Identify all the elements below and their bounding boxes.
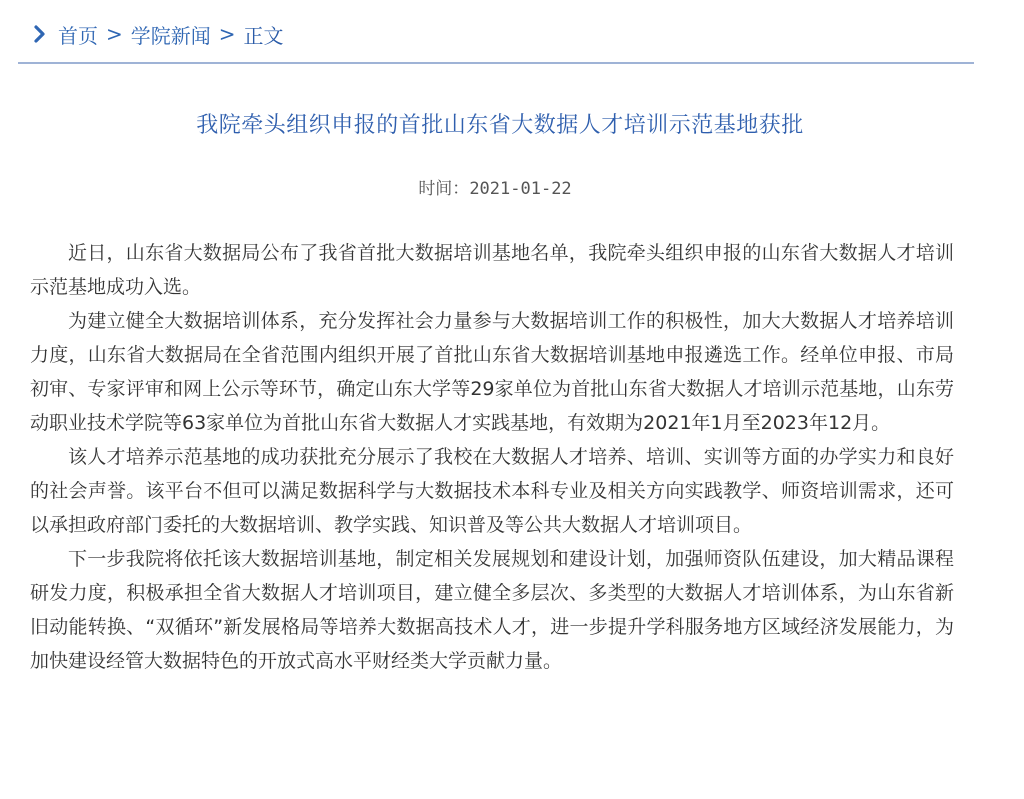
date-value: 2021-01-22 — [469, 179, 572, 199]
breadcrumb — [34, 20, 284, 48]
article-paragraph: 该人才培养示范基地的成功获批充分展示了我校在大数据人才培养、培训、实训等方面的办学实力和良好的社会声誉。该平台不但可以满足数据科学与大数据技术本科专业及相关方向实践教学、师资培训需求，还可以承担政府部门委托的大数据培训、教学实践、知识普及等公共大数据人才培训项目。 — [30, 446, 954, 536]
breadcrumb-separator: > — [218, 22, 236, 46]
breadcrumb-home-link[interactable]: 首页 — [58, 23, 98, 48]
article-title: 我院牵头组织申报的首批山东省大数据人才培训示范基地获批 — [196, 113, 804, 138]
article-body — [30, 236, 954, 678]
header-divider — [18, 62, 974, 64]
date-label: 时间： — [418, 179, 470, 199]
article-date — [0, 174, 990, 199]
chevron-right-icon — [34, 25, 46, 43]
article-paragraph: 为建立健全大数据培训体系，充分发挥社会力量参与大数据培训工作的积极性，加大大数据人才培养培训力度，山东省大数据局在全省范围内组织开展了首批山东省大数据培训基地申报遴选工作。经单位申报、市局初审、专家评审和网上公示等环节，确定山东大学等29家单位为首批山东省大数据人才培训示范基地，山东劳动职业技术学院等63家单位为首批山东省大数据人才实践基地，有效期为2021年1月至2023年12月。 — [30, 310, 954, 434]
breadcrumb-section-link[interactable]: 学院新闻 — [130, 23, 211, 48]
breadcrumb-current: 正文 — [243, 23, 284, 48]
breadcrumb-separator: > — [106, 22, 123, 46]
article-paragraph: 近日，山东省大数据局公布了我省首批大数据培训基地名单，我院牵头组织申报的山东省大数据人才培训示范基地成功入选。 — [30, 242, 954, 298]
article-paragraph: 下一步我院将依托该大数据培训基地，制定相关发展规划和建设计划，加强师资队伍建设，加大精品课程研发力度，积极承担全省大数据人才培训项目，建立健全多层次、多类型的大数据人才培训体系，为山东省新旧动能转换、“双循环”新发展格局等培养大数据高技术人才，进一步提升学科服务地方区域经济发展能力，为加快建设经管大数据特色的开放式高水平财经类大学贡献力量。 — [30, 548, 954, 672]
